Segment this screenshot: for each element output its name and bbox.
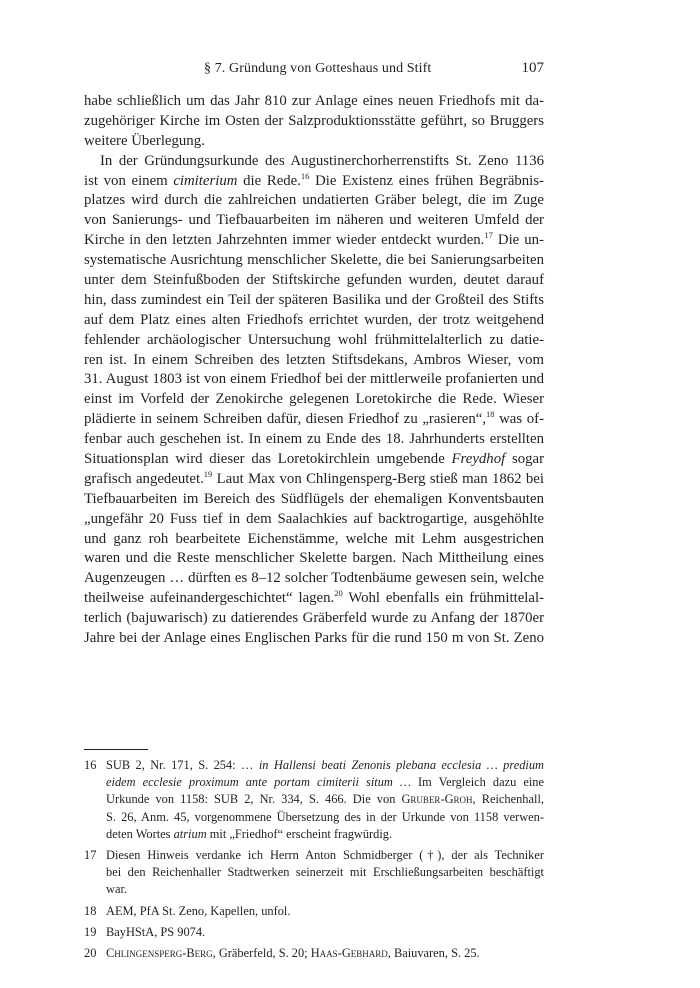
text-line: zugehöriger Kirche im Osten der Salzproduktionsstätte geführt, so Bruggers [84,112,544,129]
footnote-ref-18: 18 [486,409,495,420]
text-line [84,450,544,470]
italic-term: atrium [173,826,207,841]
footnote-number: 17 [84,848,97,863]
footnote-20 [84,945,544,962]
text-fragment: Die Existenz eines frühen Begräbnis- [309,172,544,189]
footnote-number: 20 [84,946,97,961]
text-fragment: was of- [494,411,544,428]
text-line: weitere Überlegung. [84,132,205,149]
text-line: terlich (bajuwarisch) zu datierendes Gräberfeld wurde zu Anfang der 1870er [84,610,544,627]
footnote-number: 16 [84,758,97,772]
text-line: fenbar auch geschehen ist. In einem zu Ende des 18. Jahrhunderts erstellten [84,431,544,448]
text-fragment: mit „Friedhof“ erscheint fragwürdig. [206,826,393,841]
text-fragment: deten Wortes [106,826,174,841]
footnote-line [106,826,544,843]
text-fragment: Laut Max von Chlingensperg-Berg stieß man 1862 bei [212,470,544,487]
footnote-body [106,903,544,920]
text-line: In der Gründungsurkunde des Augustinerchorherrenstifts St. Zeno 1136 [100,152,544,169]
author-name: Chlingensperg-Berg [106,946,213,961]
italic-term: Freydhof [451,451,506,468]
latin-quote: eidem ecclesie proximum ante portam cimiterii situm … [106,775,411,790]
text-fragment: , Baiuvaren, S. 25. [387,946,480,961]
footnote-16 [84,757,544,843]
text-fragment: SUB 2, Nr. 171, S. 254: … [106,758,259,772]
text-line [84,470,544,490]
text-line: waren und die Reste menschlicher Skelette bargen. Nach Mittheilung eines [84,550,544,567]
footnote-number: 18 [84,903,97,918]
footnote-ref-16: 16 [300,170,310,181]
footnote-body [106,757,544,843]
text-line: Tiefbauarbeiten im Bereich des Südflügels der ehemaligen Konventsbauten [84,490,544,507]
text-line: Augenzeugen … dürften es 8–12 solcher Todtenbäume gewesen sein, welche [84,570,544,587]
text-line: Jahre bei der Anlage eines Englischen Parks für die rund 150 m von St. Zeno [84,630,544,647]
text-line: 31. August 1803 ist von einem Friedhof bei der mittlerweile profanierten und [84,371,544,388]
text-line: „ungefähr 20 Fuss tief in dem Saalachkies auf backtrogartige, ausgehöhlte [84,510,544,527]
italic-term: cimiterium [173,172,238,189]
footnote-ref-19: 19 [203,468,213,479]
footnotes [84,757,544,966]
footnote-separator [84,749,148,750]
text-fragment: Situationsplan wird dieser das Loretokirchlein umgebende [84,451,452,468]
text-fragment: plädierte in seinem Schreiben dafür, diesen Friedhof zu „rasieren“, [84,411,486,428]
text-fragment: Im Vergleich dazu eine [410,775,544,790]
running-head [84,60,544,77]
footnote-body [106,945,544,962]
text-line: platzes wird durch die zahlreichen undatierten Gräber belegt, die im Zuge [84,192,544,209]
main-text [84,92,544,649]
text-fragment: Urkunde von 1158: SUB 2, Nr. 334, S. 466. Die von [106,792,402,807]
footnote-body [106,924,544,941]
footnote-line [106,791,544,808]
author-name: Gruber-Groh [401,792,473,807]
text-line: systematische Ausrichtung menschlicher Skelette, die bei Sanierungsarbeiten [84,252,544,269]
latin-quote: in Hallensi beati Zenonis plebana ecclesia … predium [258,758,544,772]
footnote-line: Diesen Hinweis verdanke ich Herrn Anton Schmidberger (†), der als Techniker [106,848,544,863]
text-line: fehlender archäologischer Untersuchung wohl frühmittelalterlich zu datie- [84,331,544,348]
footnote-19 [84,924,544,941]
text-fragment: grafisch angedeutet. [84,470,204,487]
footnote-line: S. 26, Anm. 45, vorgenommene Übersetzung des in der Urkunde von 1158 verwen- [106,809,544,824]
footnote-body [106,847,544,899]
text-line: unter dem Steinfußboden der Stiftskirche gefunden wurden, deutet darauf [84,272,544,289]
text-line: und ganz roh bearbeitete Eichenstämme, welche mit Lehm ausgestrichen [84,530,544,547]
text-line [84,410,544,430]
text-fragment: Kirche in den letzten Jahrzehnten immer wieder entdeckt wurden. [84,232,485,249]
text-fragment: , Reichenhall, [472,792,544,807]
footnote-18 [84,903,544,920]
footnote-line: BayHStA, PS 9074. [106,924,206,939]
footnote-line: war. [106,882,127,897]
text-fragment: theilweise aufeinandergeschichtet“ lagen. [84,590,335,607]
page-number: 107 [521,60,544,76]
text-line [84,589,544,609]
text-fragment: Wohl ebenfalls ein frühmittelal- [342,590,544,607]
footnote-line [106,945,544,962]
text-fragment: die Rede. [237,172,301,189]
footnote-ref-20: 20 [334,588,343,599]
footnote-line [106,757,544,774]
text-line: einst im Vorfeld der Zenokirche gelegenen Loretokirche die Rede. Wieser [84,391,544,408]
footnote-17 [84,847,544,899]
footnote-number: 19 [84,924,97,939]
text-line: hin, dass zumindest ein Teil der späteren Basilika und der Großteil des Stifts [84,291,544,308]
footnote-line: AEM, PfA St. Zeno, Kapellen, unfol. [106,903,291,918]
text-fragment: , Gräberfeld, S. 20; [212,946,311,961]
running-title: § 7. Gründung von Gotteshaus und Stift [204,61,432,76]
author-name: Haas-Gebhard [310,946,388,961]
text-line [84,231,544,251]
footnote-line: bei den Reichenhaller Stadtwerken seinerzeit mit Erschließungsarbeiten beschäftigt [106,865,544,880]
text-line: auf dem Platz eines alten Friedhofs errichtet wurden, der trotz weitgehend [84,311,544,328]
text-line: habe schließlich um das Jahr 810 zur Anlage eines neuen Friedhofs mit da- [84,93,544,109]
text-fragment: Die un- [492,232,544,249]
footnote-ref-17: 17 [484,230,493,241]
text-fragment: sogar [505,451,545,468]
footnote-line [106,774,544,791]
text-line: von Sanierungs- und Tiefbauarbeiten im näheren und weiteren Umfeld der [84,212,544,229]
text-fragment: ist von einem [84,172,174,189]
text-line [84,172,544,192]
text-line: ren ist. In einem Schreiben des letzten Stiftsdekans, Ambros Wieser, vom [84,351,544,368]
